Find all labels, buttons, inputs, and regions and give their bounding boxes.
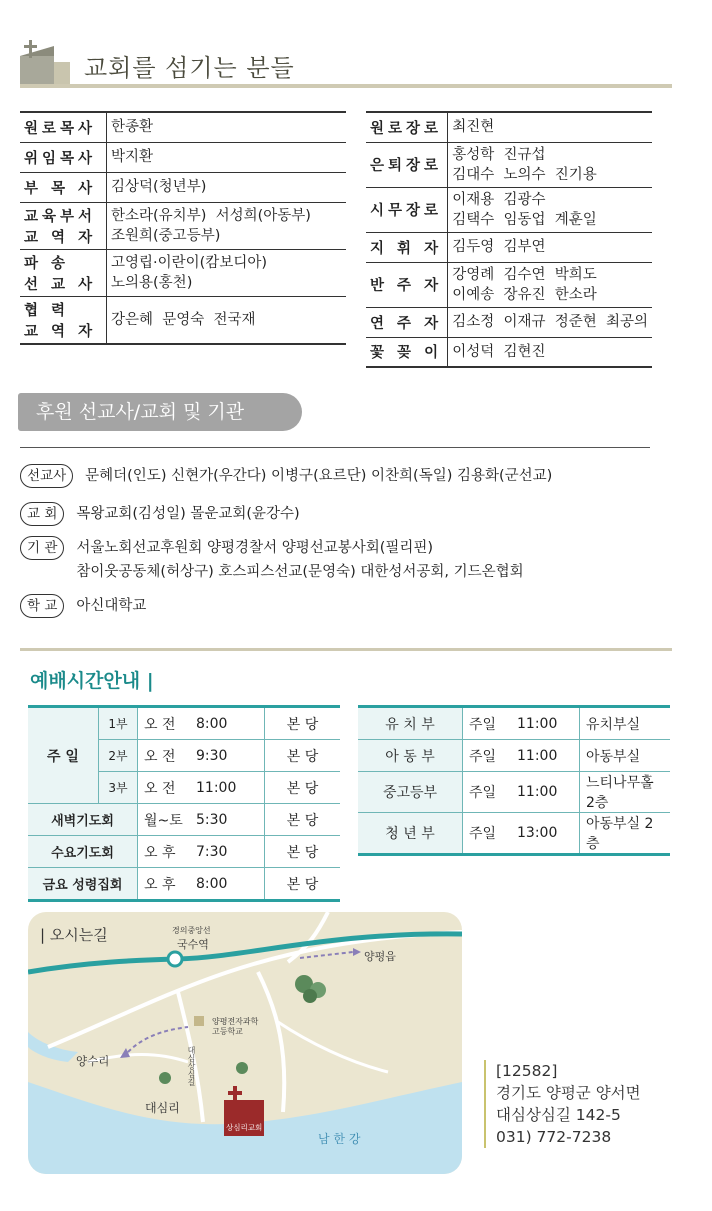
names-cell	[107, 249, 347, 296]
role-label: 반 주 자	[370, 278, 443, 294]
names-line: 노의용(홍천)	[111, 274, 193, 291]
yangpyeong-label: 양평읍	[364, 950, 396, 963]
line-label: 경의중앙선	[172, 926, 211, 935]
missionary-tag: 선교사	[20, 464, 73, 488]
names-line: 강은혜 문영숙 전국재	[111, 311, 256, 328]
church-tag: 교 회	[20, 502, 64, 526]
address-line2: 대심상심길 142-5	[496, 1106, 621, 1124]
role-cell	[20, 202, 107, 249]
names-line: 김두영 김부연	[452, 239, 546, 255]
station-label: 국수역	[177, 938, 209, 951]
church-list: 목왕교회(김성일) 몰운교회(윤강수)	[76, 506, 300, 522]
role-cell	[20, 142, 107, 172]
org-row	[20, 536, 524, 584]
role-cell	[366, 232, 448, 262]
role-label: 교 역 자	[24, 323, 97, 340]
role-label: 지 휘 자	[370, 240, 443, 257]
phone-number: 031) 772-7238	[496, 1128, 612, 1146]
page-title: 교회를 섬기는 분들	[84, 54, 295, 82]
table-row	[366, 142, 652, 187]
worship-table	[28, 705, 340, 902]
names-cell	[107, 112, 347, 142]
names-cell	[448, 142, 652, 187]
names-line: 이예송 장유진 한소라	[452, 286, 597, 303]
left-staff-table	[20, 111, 346, 345]
role-label: 은퇴장로	[370, 158, 443, 174]
zip-code: [12582]	[496, 1062, 558, 1080]
yangsu-label: 양수리	[76, 1054, 110, 1068]
role-label: 원로목사	[24, 120, 97, 137]
names-line: 김소정 이재규 정준현 최공의	[452, 314, 648, 330]
names-line: 한종환	[111, 119, 154, 136]
org-tag: 기 관	[20, 536, 64, 560]
names-line: 고영립·이란이(캄보디아)	[111, 254, 267, 271]
school-label: 양평전자과학 고등학교	[212, 1017, 259, 1036]
role-label: 시무장로	[370, 203, 443, 219]
names-line: 김상덕(청년부)	[111, 179, 207, 195]
table-row	[20, 172, 346, 202]
support-rule	[20, 447, 650, 448]
school-list: 아신대학교	[76, 598, 147, 614]
table-row: 새벽기도회 월~토 5:30 본 당	[28, 804, 340, 836]
role-label: 위임목사	[24, 150, 97, 167]
daesim-label: 대심리	[145, 1101, 180, 1115]
header-rule	[20, 84, 672, 88]
table-row	[366, 262, 652, 307]
names-line: 박지환	[111, 149, 154, 165]
church-row	[20, 502, 300, 526]
sunday-label: 주 일	[28, 707, 99, 804]
table-row: 수요기도회 오 후 7:30 본 당	[28, 836, 340, 868]
role-label: 연 주 자	[370, 315, 443, 332]
names-cell	[107, 202, 347, 249]
table-row: 금요 성령집회 오 후 8:00 본 당	[28, 868, 340, 901]
role-cell	[20, 249, 107, 296]
names-cell	[107, 296, 347, 344]
names-cell	[107, 172, 347, 202]
table-row: 중고등부 주일 11:00 느티나무홀 2층	[358, 772, 670, 813]
church-map-label: 상심리교회	[226, 1123, 263, 1132]
role-cell	[366, 112, 448, 142]
table-row	[20, 142, 346, 172]
role-label: 원로장로	[370, 120, 443, 137]
school-tag: 학 교	[20, 594, 64, 618]
table-row: 주 일 1부 오 전 8:00 본 당	[28, 707, 340, 740]
role-label: 파 송	[24, 255, 70, 272]
names-line: 이재용 김광수	[452, 191, 546, 208]
names-cell	[448, 262, 652, 307]
support-heading: 후원 선교사/교회 및 기관	[18, 393, 302, 431]
directions-map	[28, 912, 462, 1174]
section-rule	[20, 648, 672, 651]
table-row	[20, 202, 346, 249]
names-cell	[448, 337, 652, 367]
role-cell	[366, 187, 448, 232]
role-label: 부 목 사	[24, 180, 97, 197]
department-table	[358, 705, 670, 856]
table-row	[366, 112, 652, 142]
table-row: 2부 오 전 9:30 본 당	[28, 740, 340, 772]
names-cell	[448, 307, 652, 337]
table-row	[20, 296, 346, 344]
road-label: 대심상심길	[187, 1046, 196, 1086]
table-row	[20, 112, 346, 142]
table-row	[366, 232, 652, 262]
names-cell	[448, 187, 652, 232]
church-icon	[20, 38, 70, 86]
address-line1: 경기도 양평군 양서면	[496, 1084, 641, 1102]
role-cell	[20, 172, 107, 202]
names-line: 김대수 노의수 진기용	[452, 166, 597, 183]
river-label: 남 한 강	[318, 1132, 361, 1146]
role-cell	[366, 262, 448, 307]
table-row	[366, 187, 652, 232]
table-row: 청 년 부 주일 13:00 아동부실 2층	[358, 813, 670, 855]
missionary-row	[20, 464, 552, 488]
names-cell	[107, 142, 347, 172]
worship-title: 예배시간안내 |	[30, 670, 154, 692]
table-row	[20, 249, 346, 296]
table-row	[366, 337, 652, 367]
role-label: 꽃 꽂 이	[370, 345, 443, 362]
role-label: 교육부서	[24, 208, 97, 225]
names-line: 조원희(중고등부)	[111, 227, 221, 244]
address-block	[484, 1060, 641, 1148]
names-cell	[448, 232, 652, 262]
names-line: 홍성학 진규섭	[452, 146, 546, 163]
names-line: 한소라(유치부) 서성희(아동부)	[111, 207, 311, 224]
school-row	[20, 594, 146, 618]
table-row: 3부 오 전 11:00 본 당	[28, 772, 340, 804]
role-cell	[366, 337, 448, 367]
org-list: 서울노회선교후원회 양평경찰서 양평선교봉사회(필리핀) 참이웃공동체(허상구) 호스피스선교(문영숙) 대한성서공회, 기드온협회	[76, 540, 524, 580]
table-row: 아 동 부 주일 11:00 아동부실	[358, 740, 670, 772]
names-line: 이성덕 김현진	[452, 343, 546, 360]
table-row	[366, 307, 652, 337]
table-row: 유 치 부 주일 11:00 유치부실	[358, 707, 670, 740]
role-cell	[366, 142, 448, 187]
role-cell	[366, 307, 448, 337]
names-line: 김택수 임동업 계훈일	[452, 211, 597, 228]
right-staff-table	[366, 111, 652, 368]
map-title: | 오시는길	[40, 926, 108, 944]
names-line: 강영례 김수연 박희도	[452, 266, 597, 283]
role-label: 협 력	[24, 302, 70, 319]
names-line: 최진현	[452, 119, 495, 136]
role-cell	[20, 296, 107, 344]
role-label: 선 교 사	[24, 276, 97, 293]
role-label: 교 역 자	[24, 229, 97, 246]
missionary-list: 문혜더(인도) 신현가(우간다) 이병구(요르단) 이찬희(독일) 김용화(군선교)	[85, 468, 553, 484]
station-icon	[168, 952, 182, 966]
role-cell	[20, 112, 107, 142]
names-cell	[448, 112, 652, 142]
